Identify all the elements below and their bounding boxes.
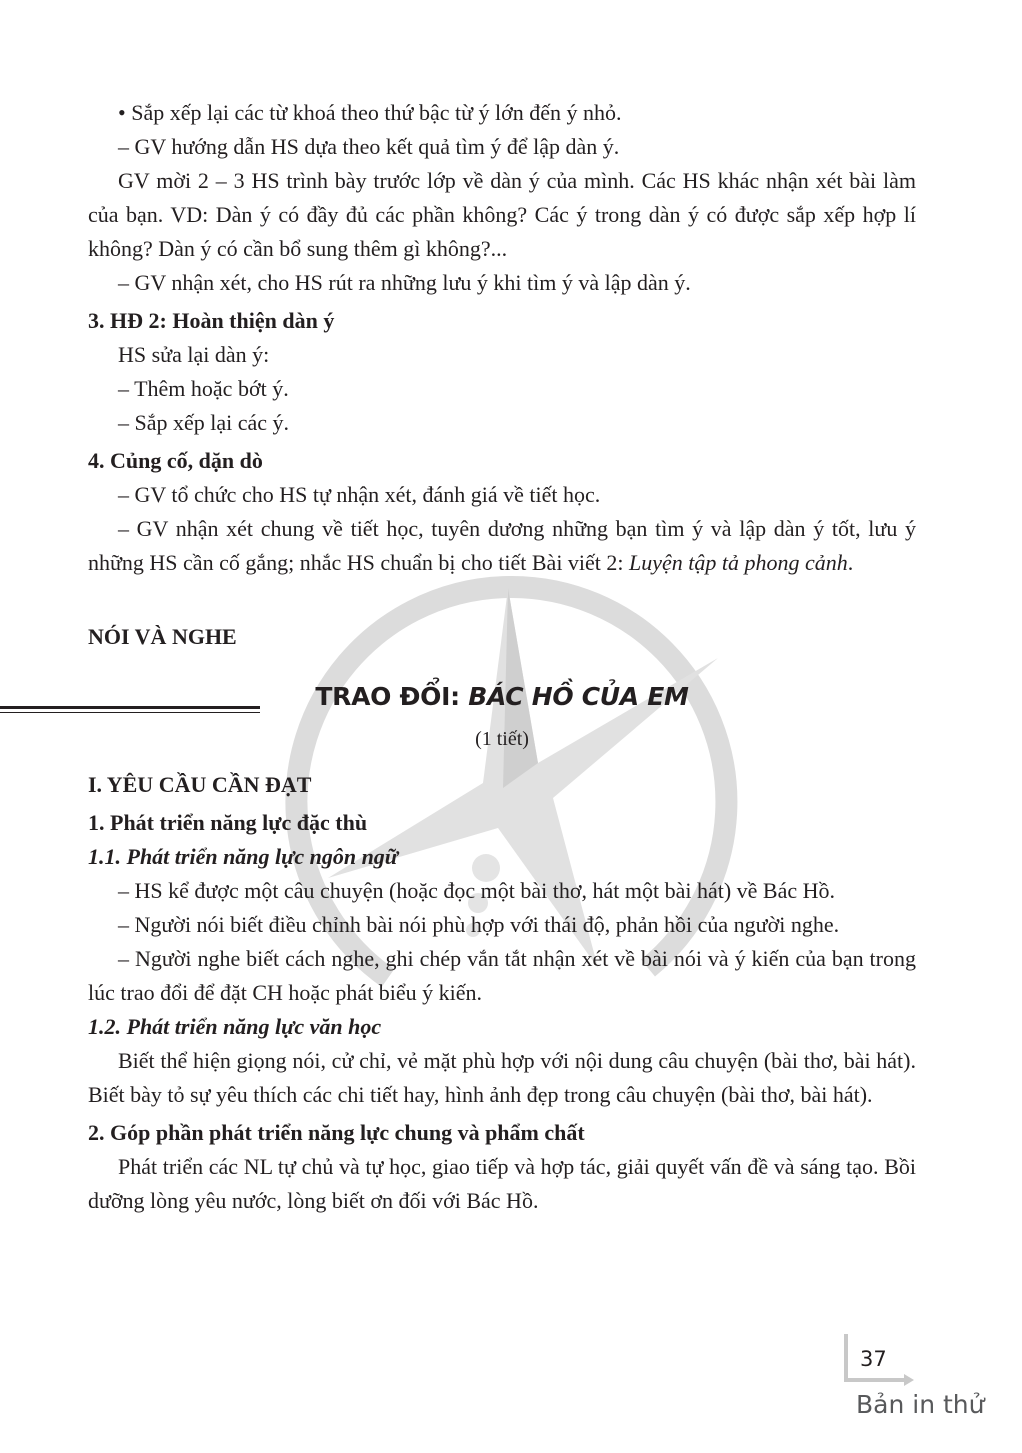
heading-requirements: I. YÊU CẦU CẦN ĐẠT	[88, 772, 312, 797]
paragraph: – Người nghe biết cách nghe, ghi chép vắn tắt nhận xét về bài nói và ý kiến của bạn trong lúc trao đổi để đặt CH hoặc phát biểu ý kiến.	[88, 946, 916, 1005]
heading-cungco: 4. Củng cố, dặn dò	[88, 448, 263, 473]
heading-sub1: 1. Phát triển năng lực đặc thù	[88, 810, 368, 835]
text-span: .	[847, 550, 854, 575]
paragraph: Phát triển các NL tự chủ và tự học, giao tiếp và hợp tác, giải quyết vấn đề và sáng tạo. Bồi dưỡng lòng yêu nước, lòng biết ơn đối với Bác Hồ.	[88, 1154, 916, 1213]
heading-hd2: 3. HĐ 2: Hoàn thiện dàn ý	[88, 308, 335, 333]
heading-sub12: 1.2. Phát triển năng lực văn học	[88, 1014, 382, 1039]
section-header	[88, 620, 916, 654]
paragraph: – Thêm hoặc bớt ý.	[118, 376, 289, 401]
lesson-title-italic: BÁC HỒ CỦA EM	[468, 682, 689, 711]
paragraph: • Sắp xếp lại các từ khoá theo thứ bậc từ ý lớn đến ý nhỏ.	[118, 100, 622, 125]
section-title: NÓI VÀ NGHE	[88, 624, 237, 649]
paragraph	[88, 512, 916, 580]
lesson-title	[88, 680, 916, 714]
paragraph: GV mời 2 – 3 HS trình bày trước lớp về dàn ý của mình. Các HS khác nhận xét bài làm của bạn. VD: Dàn ý có đầy đủ các phần không? Các ý trong dàn ý có được sắp xếp hợp lí không? Dàn ý có cần bổ sung thêm gì không?...	[88, 168, 916, 261]
text-span: – GV nhận xét chung về tiết học, tuyên dương những bạn tìm ý và lập dàn ý tốt, lưu ý những HS cần cố gắng; nhắc HS chuẩn bị cho tiết Bài viết 2:	[88, 516, 916, 575]
paragraph: HS sửa lại dàn ý:	[118, 342, 270, 367]
lesson-duration: (1 tiết)	[475, 728, 529, 750]
paragraph: Biết thể hiện giọng nói, cử chỉ, vẻ mặt phù hợp với nội dung câu chuyện (bài thơ, bài hát). Biết bày tỏ sự yêu thích các chi tiết hay, hình ảnh đẹp trong câu chuyện (bài thơ, bài hát).	[88, 1048, 916, 1107]
paragraph: – HS kể được một câu chuyện (hoặc đọc một bài thơ, hát một bài hát) về Bác Hồ.	[118, 878, 835, 903]
paragraph: – GV hướng dẫn HS dựa theo kết quả tìm ý để lập dàn ý.	[118, 134, 620, 159]
draft-label: Bản in thử	[856, 1390, 985, 1419]
page-number: 37	[860, 1347, 887, 1371]
italic-title: Luyện tập tả phong cảnh	[629, 550, 848, 575]
paragraph: – Người nói biết điều chỉnh bài nói phù hợp với thái độ, phản hồi của người nghe.	[118, 912, 840, 937]
paragraph: – Sắp xếp lại các ý.	[118, 410, 290, 435]
paragraph: – GV tổ chức cho HS tự nhận xét, đánh giá về tiết học.	[118, 482, 601, 507]
heading-sub11: 1.1. Phát triển năng lực ngôn ngữ	[88, 844, 398, 869]
paragraph: – GV nhận xét, cho HS rút ra những lưu ý khi tìm ý và lập dàn ý.	[118, 270, 691, 295]
page-content	[88, 96, 916, 1218]
heading-sub2: 2. Góp phần phát triển năng lực chung và phẩm chất	[88, 1120, 585, 1145]
lesson-title-prefix: TRAO ĐỔI:	[315, 682, 469, 711]
